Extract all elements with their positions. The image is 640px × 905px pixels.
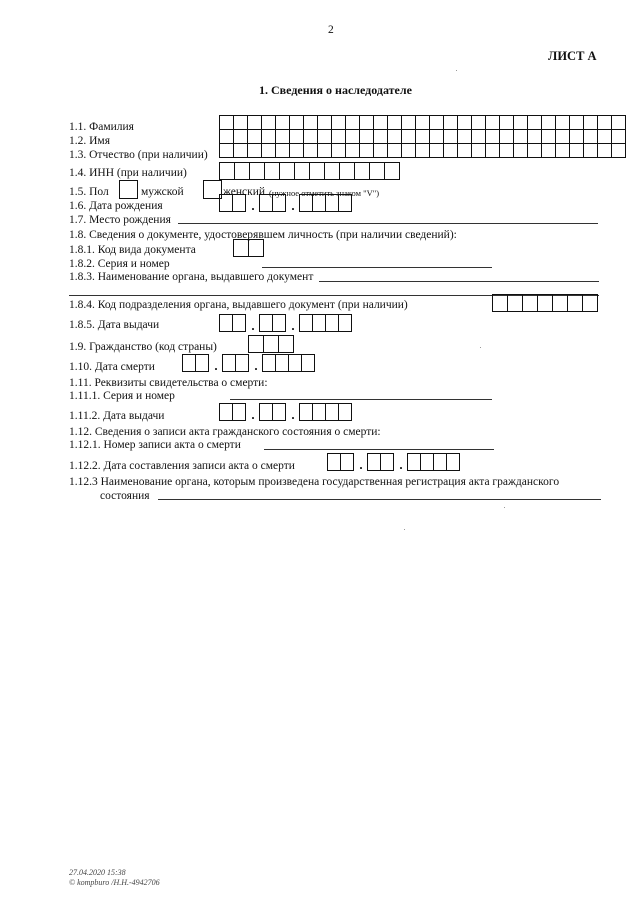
input-cell[interactable] [247, 115, 262, 130]
death-cert-series-label: 1.11.1. Серия и номер [69, 390, 175, 402]
input-cell[interactable] [582, 294, 598, 312]
date-cell[interactable] [235, 354, 249, 372]
input-cell[interactable] [443, 143, 458, 158]
input-cell[interactable] [611, 143, 626, 158]
input-cell[interactable] [331, 115, 346, 130]
date-cell[interactable] [262, 354, 276, 372]
date-cell[interactable] [420, 453, 434, 471]
input-cell[interactable] [233, 239, 249, 257]
date-cell[interactable] [338, 403, 352, 421]
date-cell-group[interactable] [260, 314, 286, 332]
date-cell-group[interactable] [183, 354, 209, 372]
input-cell[interactable] [247, 143, 262, 158]
input-cell[interactable] [324, 162, 340, 180]
id-doc-issue-date-label: 1.8.5. Дата выдачи [69, 319, 160, 331]
input-cell[interactable] [583, 129, 598, 144]
date-cell[interactable] [222, 354, 236, 372]
input-cell[interactable] [567, 294, 583, 312]
input-cell[interactable] [294, 162, 310, 180]
input-cell[interactable] [234, 162, 250, 180]
input-cell[interactable] [373, 115, 388, 130]
date-cell[interactable] [325, 194, 339, 212]
input-cell[interactable] [263, 335, 279, 353]
input-cell[interactable] [219, 115, 234, 130]
id-doc-division-label: 1.8.4. Код подразделения органа, выдавшего документ (при наличии) [69, 299, 408, 311]
date-cell[interactable] [232, 403, 246, 421]
input-cell[interactable] [499, 129, 514, 144]
id-doc-issuer-label: 1.8.3. Наименование органа, выдавшего документ [69, 271, 314, 283]
input-cell[interactable] [415, 129, 430, 144]
input-cell[interactable] [522, 294, 538, 312]
input-cell[interactable] [345, 115, 360, 130]
input-cell[interactable] [429, 115, 444, 130]
input-cell[interactable] [415, 143, 430, 158]
date-cell[interactable] [380, 453, 394, 471]
date-separator: . [291, 198, 295, 213]
input-cell[interactable] [555, 115, 570, 130]
input-cell[interactable] [552, 294, 568, 312]
input-cell[interactable] [369, 162, 385, 180]
date-separator: . [399, 457, 403, 472]
input-cell[interactable] [429, 129, 444, 144]
date-cell[interactable] [272, 314, 286, 332]
input-cell[interactable] [373, 129, 388, 144]
sex-male-checkbox[interactable] [119, 180, 138, 199]
sex-label: 1.5. Пол [69, 186, 109, 198]
input-cell[interactable] [247, 129, 262, 144]
birth-place-label: 1.7. Место рождения [69, 214, 171, 226]
input-cell[interactable] [384, 162, 400, 180]
page-number: 2 [328, 24, 334, 36]
date-cell[interactable] [232, 314, 246, 332]
input-cell[interactable] [597, 129, 612, 144]
date-cell[interactable] [219, 314, 233, 332]
date-cell[interactable] [433, 453, 447, 471]
section-title: 1. Сведения о наследодателе [259, 83, 412, 97]
input-cell[interactable] [443, 129, 458, 144]
input-cell[interactable] [471, 115, 486, 130]
input-cell[interactable] [583, 115, 598, 130]
input-cell[interactable] [492, 294, 508, 312]
date-cell[interactable] [195, 354, 209, 372]
death-cert-date-label: 1.11.2. Дата выдачи [69, 410, 165, 422]
date-cell-group[interactable] [220, 194, 246, 212]
footer-source: © kompburo /Н.Н.-4942706 [69, 878, 160, 887]
birth-date-field[interactable] [220, 194, 352, 212]
input-cell[interactable] [513, 143, 528, 158]
id-doc-issue-date-field[interactable] [220, 314, 352, 332]
input-cell[interactable] [317, 129, 332, 144]
input-cell[interactable] [569, 143, 584, 158]
input-cell[interactable] [541, 129, 556, 144]
date-cell-group[interactable] [328, 453, 354, 471]
birth-date-label: 1.6. Дата рождения [69, 200, 163, 212]
id-doc-series-label: 1.8.2. Серия и номер [69, 258, 170, 270]
input-cell[interactable] [261, 143, 276, 158]
input-cell[interactable] [219, 129, 234, 144]
input-cell[interactable] [278, 335, 294, 353]
date-cell-group[interactable] [220, 403, 246, 421]
input-cell[interactable] [248, 335, 264, 353]
date-separator: . [251, 198, 255, 213]
input-cell[interactable] [339, 162, 355, 180]
date-cell[interactable] [232, 194, 246, 212]
input-cell[interactable] [387, 115, 402, 130]
civil-record-label: 1.12. Сведения о записи акта гражданского состояния о смерти: [69, 426, 381, 438]
input-cell[interactable] [275, 115, 290, 130]
input-cell[interactable] [233, 129, 248, 144]
surname-cells[interactable] [220, 116, 626, 130]
civil-record-org-label-1: 1.12.3 Наименование органа, которым произведена государственная регистрация акта гражданского [69, 476, 560, 488]
date-cell[interactable] [259, 314, 273, 332]
date-cell-group[interactable] [368, 453, 394, 471]
birth-place-line[interactable] [178, 223, 598, 224]
date-cell[interactable] [299, 403, 313, 421]
date-cell[interactable] [446, 453, 460, 471]
input-cell[interactable] [485, 143, 500, 158]
input-cell[interactable] [611, 115, 626, 130]
input-cell[interactable] [331, 129, 346, 144]
date-cell[interactable] [272, 194, 286, 212]
input-cell[interactable] [249, 162, 265, 180]
input-cell[interactable] [279, 162, 295, 180]
date-cell[interactable] [219, 194, 233, 212]
date-cell[interactable] [325, 314, 339, 332]
input-cell[interactable] [597, 115, 612, 130]
input-cell[interactable] [443, 115, 458, 130]
civil-record-date-label: 1.12.2. Дата составления записи акта о смерти [69, 460, 295, 472]
civil-record-org-line[interactable] [158, 499, 601, 500]
date-cell[interactable] [312, 403, 326, 421]
date-separator: . [251, 318, 255, 333]
death-cert-label: 1.11. Реквизиты свидетельства о смерти: [69, 377, 268, 389]
death-date-field[interactable] [183, 354, 315, 372]
input-cell[interactable] [555, 143, 570, 158]
surname-label: 1.1. Фамилия [69, 121, 134, 133]
input-cell[interactable] [233, 115, 248, 130]
citizenship-label: 1.9. Гражданство (код страны) [69, 341, 217, 353]
date-separator: . [254, 358, 258, 373]
date-cell[interactable] [407, 453, 421, 471]
date-cell[interactable] [219, 403, 233, 421]
input-cell[interactable] [471, 129, 486, 144]
date-cell[interactable] [182, 354, 196, 372]
input-cell[interactable] [513, 115, 528, 130]
id-doc-label: 1.8. Сведения о документе, удостоверявшем личность (при наличии сведений): [69, 229, 457, 241]
inn-cells[interactable] [220, 163, 400, 180]
inn-label: 1.4. ИНН (при наличии) [69, 167, 187, 179]
input-cell[interactable] [569, 129, 584, 144]
input-cell[interactable] [345, 129, 360, 144]
date-cell[interactable] [312, 314, 326, 332]
date-cell-group[interactable] [220, 314, 246, 332]
scan-speck [480, 347, 481, 348]
input-cell[interactable] [485, 129, 500, 144]
input-cell[interactable] [541, 115, 556, 130]
date-cell[interactable] [312, 194, 326, 212]
date-cell[interactable] [259, 194, 273, 212]
date-cell[interactable] [367, 453, 381, 471]
civil-record-date-field[interactable] [328, 453, 460, 471]
date-cell[interactable] [340, 453, 354, 471]
input-cell[interactable] [507, 294, 523, 312]
name-cells[interactable] [220, 130, 626, 144]
input-cell[interactable] [611, 129, 626, 144]
date-cell[interactable] [259, 403, 273, 421]
input-cell[interactable] [429, 143, 444, 158]
date-cell[interactable] [327, 453, 341, 471]
input-cell[interactable] [457, 129, 472, 144]
date-cell[interactable] [338, 194, 352, 212]
input-cell[interactable] [583, 143, 598, 158]
date-cell-group[interactable] [300, 194, 352, 212]
input-cell[interactable] [303, 143, 318, 158]
patronymic-label: 1.3. Отчество (при наличии) [69, 149, 208, 161]
date-cell[interactable] [301, 354, 315, 372]
input-cell[interactable] [219, 143, 234, 158]
date-cell[interactable] [299, 314, 313, 332]
input-cell[interactable] [513, 129, 528, 144]
input-cell[interactable] [401, 129, 416, 144]
id-doc-type-cells[interactable] [234, 240, 264, 257]
date-separator: . [359, 457, 363, 472]
input-cell[interactable] [248, 239, 264, 257]
input-cell[interactable] [289, 129, 304, 144]
input-cell[interactable] [415, 115, 430, 130]
input-cell[interactable] [401, 115, 416, 130]
scan-speck [504, 507, 505, 508]
death-cert-date-field[interactable] [220, 403, 352, 421]
input-cell[interactable] [471, 143, 486, 158]
input-cell[interactable] [289, 143, 304, 158]
input-cell[interactable] [317, 143, 332, 158]
input-cell[interactable] [541, 143, 556, 158]
input-cell[interactable] [275, 143, 290, 158]
input-cell[interactable] [499, 115, 514, 130]
input-cell[interactable] [527, 115, 542, 130]
scan-speck [456, 70, 457, 71]
input-cell[interactable] [261, 115, 276, 130]
sex-male-label: мужской [141, 186, 184, 198]
date-cell[interactable] [299, 194, 313, 212]
date-cell[interactable] [325, 403, 339, 421]
input-cell[interactable] [309, 162, 325, 180]
input-cell[interactable] [499, 143, 514, 158]
date-separator: . [214, 358, 218, 373]
death-date-label: 1.10. Дата смерти [69, 361, 155, 373]
input-cell[interactable] [597, 143, 612, 158]
input-cell[interactable] [527, 129, 542, 144]
date-cell-group[interactable] [263, 354, 315, 372]
sex-female-label: женский [223, 186, 266, 198]
input-cell[interactable] [387, 143, 402, 158]
date-cell[interactable] [338, 314, 352, 332]
date-cell-group[interactable] [300, 403, 352, 421]
id-doc-series-line[interactable] [262, 267, 492, 268]
civil-record-number-line[interactable] [264, 449, 494, 450]
name-label: 1.2. Имя [69, 135, 110, 147]
input-cell[interactable] [303, 115, 318, 130]
input-cell[interactable] [401, 143, 416, 158]
input-cell[interactable] [537, 294, 553, 312]
patronymic-cells[interactable] [220, 144, 626, 158]
input-cell[interactable] [289, 115, 304, 130]
input-cell[interactable] [303, 129, 318, 144]
input-cell[interactable] [485, 115, 500, 130]
date-cell-group[interactable] [408, 453, 460, 471]
civil-record-number-label: 1.12.1. Номер записи акта о смерти [69, 439, 241, 451]
input-cell[interactable] [354, 162, 370, 180]
input-cell[interactable] [457, 143, 472, 158]
input-cell[interactable] [219, 162, 235, 180]
input-cell[interactable] [331, 143, 346, 158]
input-cell[interactable] [275, 129, 290, 144]
input-cell[interactable] [345, 143, 360, 158]
input-cell[interactable] [359, 143, 374, 158]
input-cell[interactable] [261, 129, 276, 144]
input-cell[interactable] [233, 143, 248, 158]
date-separator: . [251, 407, 255, 422]
input-cell[interactable] [359, 115, 374, 130]
footer-timestamp: 27.04.2020 15:38 [69, 868, 126, 877]
scan-speck [404, 529, 405, 530]
input-cell[interactable] [387, 129, 402, 144]
input-cell[interactable] [457, 115, 472, 130]
date-separator: . [291, 318, 295, 333]
id-doc-issuer-line-1[interactable] [319, 281, 599, 282]
date-cell[interactable] [275, 354, 289, 372]
death-cert-series-line[interactable] [230, 399, 492, 400]
id-doc-type-label: 1.8.1. Код вида документа [69, 244, 196, 256]
date-cell[interactable] [288, 354, 302, 372]
date-cell-group[interactable] [260, 194, 286, 212]
date-cell-group[interactable] [300, 314, 352, 332]
input-cell[interactable] [359, 129, 374, 144]
date-cell-group[interactable] [260, 403, 286, 421]
input-cell[interactable] [555, 129, 570, 144]
id-doc-division-cells[interactable] [493, 295, 598, 312]
date-cell[interactable] [272, 403, 286, 421]
input-cell[interactable] [373, 143, 388, 158]
sheet-label: ЛИСТ А [548, 49, 597, 63]
civil-record-org-label-2: состояния [100, 490, 150, 502]
input-cell[interactable] [569, 115, 584, 130]
input-cell[interactable] [317, 115, 332, 130]
input-cell[interactable] [527, 143, 542, 158]
date-cell-group[interactable] [223, 354, 249, 372]
citizenship-cells[interactable] [249, 336, 294, 353]
input-cell[interactable] [264, 162, 280, 180]
date-separator: . [291, 407, 295, 422]
sex-hint: (нужное отметить знаком "V") [269, 188, 380, 198]
